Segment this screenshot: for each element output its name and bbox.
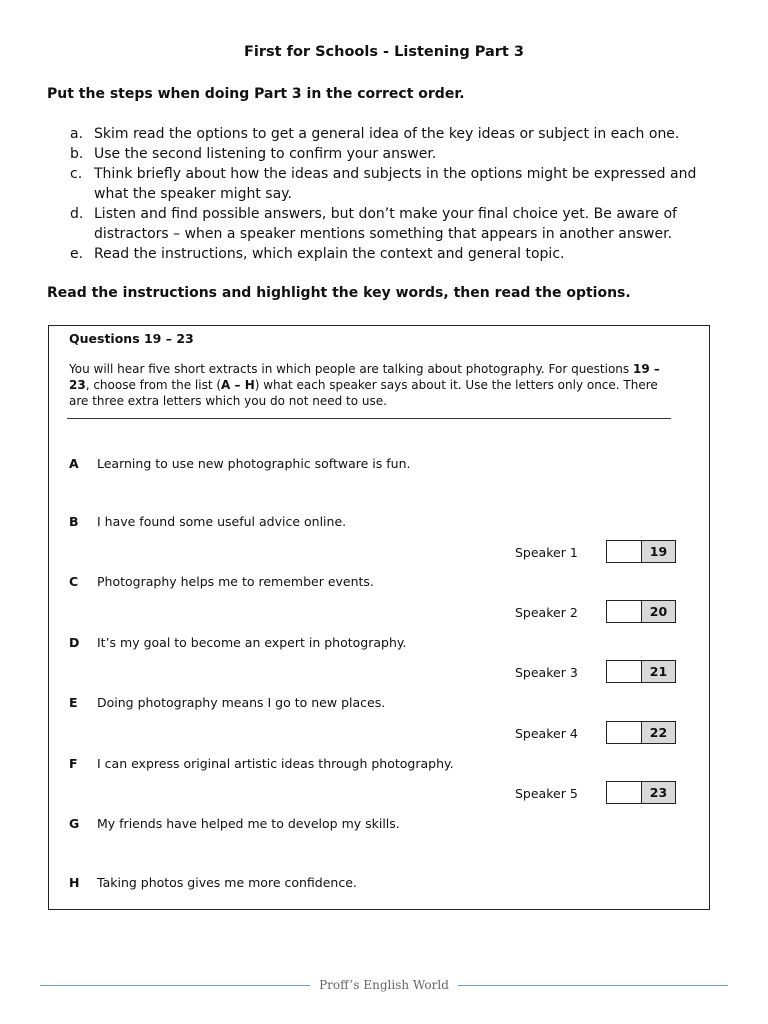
questions-intro <box>69 361 669 409</box>
step-item <box>70 204 700 244</box>
answer-box-22[interactable] <box>606 721 676 744</box>
step-text: Use the second listening to confirm your answer. <box>94 146 437 162</box>
step-text: Think briefly about how the ideas and subjects in the options might be expressed and what the speaker might say. <box>94 166 697 202</box>
option-text: I can express original artistic ideas through photography. <box>97 756 454 771</box>
footer-brand: Proff’s English World <box>319 978 449 992</box>
step-text: Read the instructions, which explain the context and general topic. <box>94 246 565 262</box>
questions-title: Questions 19 – 23 <box>69 331 194 346</box>
intro-range: 19 – 23 <box>69 362 660 392</box>
step-text: Listen and find possible answers, but don’t make your final choice yet. Be aware of distractors – when a speaker mentions something that appears in another answer. <box>94 206 677 242</box>
question-number: 21 <box>642 661 675 682</box>
option-text: Doing photography means I go to new places. <box>97 695 386 710</box>
option-text: Taking photos gives me more confidence. <box>97 875 357 890</box>
intro-text: You will hear five short extracts in which people are talking about photography. For questions <box>69 362 633 376</box>
step-letter: e. <box>70 246 84 262</box>
option-text: Learning to use new photographic software is fun. <box>97 456 411 471</box>
answer-blank[interactable] <box>607 722 642 743</box>
option-text: Photography helps me to remember events. <box>97 574 374 589</box>
page-title: First for Schools - Listening Part 3 <box>244 44 524 60</box>
answer-blank[interactable] <box>607 601 642 622</box>
option-letter: G <box>69 816 80 831</box>
instruction-order-steps: Put the steps when doing Part 3 in the correct order. <box>47 86 465 102</box>
answer-box-23[interactable] <box>606 781 676 804</box>
footer-divider <box>40 985 310 986</box>
answer-box-21[interactable] <box>606 660 676 683</box>
option-letter: H <box>69 875 80 890</box>
option-letter: B <box>69 514 79 529</box>
option-letter: E <box>69 695 78 710</box>
instruction-highlight: Read the instructions and highlight the key words, then read the options. <box>47 285 631 301</box>
speaker-label: Speaker 4 <box>515 726 578 741</box>
step-text: Skim read the options to get a general idea of the key ideas or subject in each one. <box>94 126 680 142</box>
answer-blank[interactable] <box>607 541 642 562</box>
option-text: I have found some useful advice online. <box>97 514 347 529</box>
option-text: It’s my goal to become an expert in photography. <box>97 635 407 650</box>
speaker-label: Speaker 1 <box>515 545 578 560</box>
question-number: 22 <box>642 722 675 743</box>
footer-divider <box>458 985 728 986</box>
step-letter: d. <box>70 206 84 222</box>
step-letter: a. <box>70 126 84 142</box>
exam-question-box <box>48 325 710 910</box>
speaker-label: Speaker 3 <box>515 665 578 680</box>
question-number: 20 <box>642 601 675 622</box>
answer-blank[interactable] <box>607 661 642 682</box>
answer-box-19[interactable] <box>606 540 676 563</box>
option-letter: F <box>69 756 78 771</box>
option-letter: D <box>69 635 80 650</box>
answer-box-20[interactable] <box>606 600 676 623</box>
intro-letters: A – H <box>221 378 255 392</box>
intro-text: , choose from the list ( <box>85 378 222 392</box>
step-letter: b. <box>70 146 84 162</box>
step-item <box>70 244 700 264</box>
divider-line <box>67 418 671 419</box>
answer-blank[interactable] <box>607 782 642 803</box>
step-letter: c. <box>70 166 83 182</box>
step-item <box>70 124 700 144</box>
question-number: 23 <box>642 782 675 803</box>
page-footer <box>40 976 728 996</box>
intro-text: ) what each speaker says about it. Use the letters only once. There are three extra letters which you do not need to use. <box>69 378 658 408</box>
step-item <box>70 164 700 204</box>
step-item <box>70 144 700 164</box>
speaker-label: Speaker 5 <box>515 786 578 801</box>
speaker-label: Speaker 2 <box>515 605 578 620</box>
option-letter: A <box>69 456 79 471</box>
option-text: My friends have helped me to develop my skills. <box>97 816 400 831</box>
steps-list <box>70 124 700 264</box>
question-number: 19 <box>642 541 675 562</box>
option-letter: C <box>69 574 79 589</box>
